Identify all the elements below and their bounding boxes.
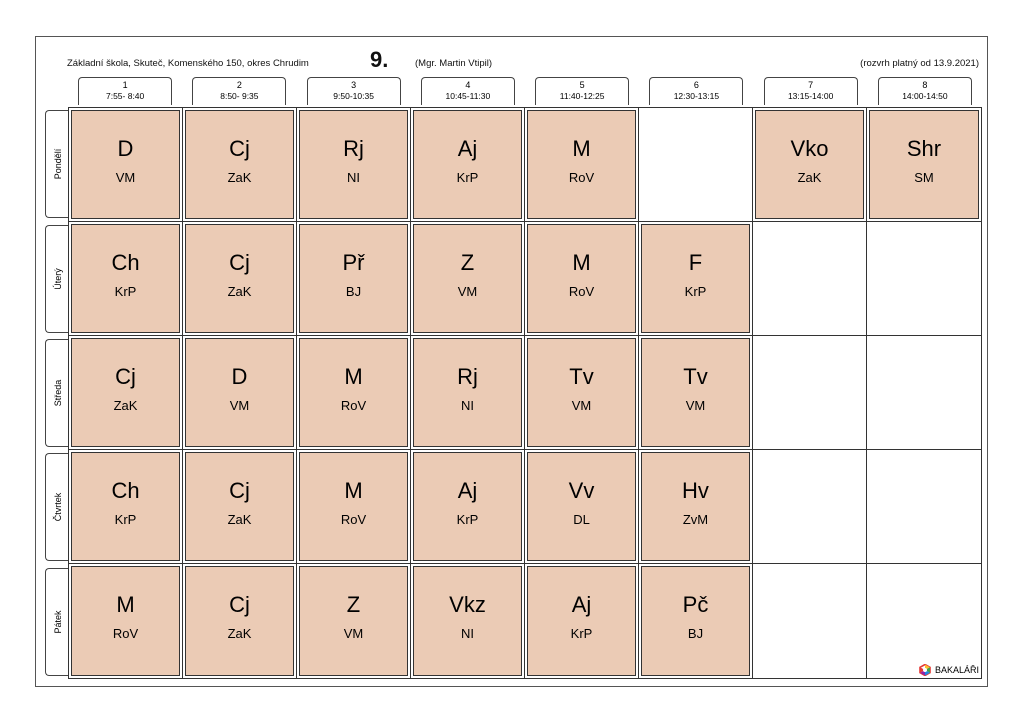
timetable-cell: [525, 450, 639, 564]
lesson-card[interactable]: [413, 566, 522, 676]
period-number: 5: [579, 80, 585, 90]
class-number: 9.: [370, 47, 389, 72]
lesson-subject: Rj: [457, 364, 478, 389]
lesson-card[interactable]: [71, 338, 180, 447]
period-number: 1: [122, 80, 128, 90]
lesson-subject: M: [572, 136, 591, 161]
lesson-teacher: RoV: [568, 284, 595, 299]
timetable-cell: [69, 222, 183, 336]
lesson-teacher: KrP: [684, 284, 707, 299]
period-header: [649, 77, 743, 105]
lesson-card[interactable]: [527, 338, 636, 447]
day-tab: [45, 453, 69, 561]
timetable-grid: [68, 107, 982, 679]
timetable-cell: [867, 336, 981, 450]
lesson-teacher: NI: [347, 170, 360, 185]
lesson-card[interactable]: [299, 110, 408, 219]
lesson-subject: Aj: [457, 478, 478, 503]
lesson-card[interactable]: [71, 224, 180, 333]
timetable-cell: [297, 108, 411, 222]
lesson-card[interactable]: [185, 452, 294, 561]
lesson-teacher: KrP: [570, 626, 593, 641]
lesson-subject: Z: [460, 250, 475, 275]
period-number: 6: [693, 80, 699, 90]
lesson-card[interactable]: [527, 566, 636, 676]
timetable-cell: [639, 222, 753, 336]
lesson-card[interactable]: [755, 110, 864, 219]
lesson-teacher: ZvM: [682, 512, 709, 527]
lesson-teacher: VM: [571, 398, 592, 413]
lesson-subject: D: [231, 364, 248, 389]
timetable-cell: [183, 222, 297, 336]
lesson-card[interactable]: [299, 452, 408, 561]
timetable-cell: [69, 564, 183, 678]
timetable-cell: [69, 336, 183, 450]
validity-note: (rozvrh platný od 13.9.2021): [860, 58, 979, 69]
lesson-subject: Pč: [682, 592, 709, 617]
lesson-subject: Vkz: [449, 592, 486, 617]
timetable-cell: [297, 450, 411, 564]
period-number: 2: [236, 80, 242, 90]
timetable-cell: [525, 336, 639, 450]
timetable-cell: [753, 336, 867, 450]
timetable-cell: [183, 564, 297, 678]
lesson-subject: Cj: [229, 478, 250, 503]
timetable-cell: [183, 450, 297, 564]
lesson-card[interactable]: [71, 452, 180, 561]
timetable-cell: [297, 336, 411, 450]
lesson-subject: D: [117, 136, 134, 161]
timetable-cell: [411, 450, 525, 564]
lesson-teacher: ZaK: [227, 512, 252, 527]
period-time: 13:15-14:00: [787, 91, 834, 101]
day-label: Úterý: [52, 267, 63, 290]
lesson-subject: Cj: [115, 364, 136, 389]
period-header: [192, 77, 286, 105]
timetable-cell: [69, 108, 183, 222]
bakalari-logo: [919, 664, 979, 676]
period-number: 4: [465, 80, 471, 90]
timetable-cell: [867, 564, 981, 678]
timetable-cell: [639, 450, 753, 564]
timetable-cell: [183, 108, 297, 222]
lesson-subject: M: [344, 478, 363, 503]
lesson-teacher: RoV: [340, 512, 367, 527]
period-header: [78, 77, 172, 105]
period-number: 8: [922, 80, 928, 90]
period-number: 3: [351, 80, 357, 90]
class-teacher: (Mgr. Martin Vtipil): [415, 58, 493, 69]
lesson-teacher: ZaK: [113, 398, 138, 413]
lesson-card[interactable]: [71, 566, 180, 676]
timetable-cell: [297, 564, 411, 678]
lesson-subject: Shr: [906, 136, 942, 161]
timetable-cell: [639, 336, 753, 450]
lesson-subject: M: [572, 250, 591, 275]
lesson-teacher: ZaK: [797, 170, 822, 185]
period-header: [307, 77, 401, 105]
lesson-teacher: KrP: [114, 284, 137, 299]
lesson-teacher: ZaK: [227, 170, 252, 185]
period-time: 7:55- 8:40: [105, 91, 145, 101]
timetable-cell: [867, 222, 981, 336]
lesson-card[interactable]: [185, 110, 294, 219]
lesson-teacher: SM: [914, 170, 934, 185]
timetable-cell: [183, 336, 297, 450]
period-time: 8:50- 9:35: [220, 91, 259, 101]
lesson-teacher: RoV: [340, 398, 367, 413]
timetable-cell: [753, 564, 867, 678]
timetable-cell: [639, 564, 753, 678]
timetable-cell: [525, 222, 639, 336]
lesson-card[interactable]: [641, 452, 750, 561]
lesson-card[interactable]: [71, 110, 180, 219]
lesson-subject: Aj: [457, 136, 478, 161]
lesson-teacher: KrP: [114, 512, 137, 527]
period-time: 11:40-12:25: [559, 91, 605, 101]
lesson-card[interactable]: [299, 566, 408, 676]
lesson-teacher: RoV: [568, 170, 595, 185]
period-time: 10:45-11:30: [445, 91, 491, 101]
lesson-teacher: VM: [343, 626, 364, 641]
timetable-cell: [411, 336, 525, 450]
lesson-subject: M: [344, 364, 363, 389]
period-number: 7: [808, 80, 814, 90]
lesson-card[interactable]: [641, 566, 750, 676]
timetable-cell: [69, 450, 183, 564]
period-header: [878, 77, 972, 105]
lesson-teacher: KrP: [456, 512, 479, 527]
period-time: 12:30-13:15: [673, 91, 720, 101]
lesson-subject: Aj: [571, 592, 592, 617]
lesson-subject: Př: [342, 250, 365, 275]
lesson-subject: F: [688, 250, 703, 275]
timetable-cell: [411, 222, 525, 336]
lesson-subject: Vko: [790, 136, 829, 161]
lesson-card[interactable]: [413, 110, 522, 219]
lesson-card[interactable]: [413, 338, 522, 447]
lesson-subject: Tv: [683, 364, 708, 389]
lesson-subject: Tv: [569, 364, 594, 389]
timetable-cell: [297, 222, 411, 336]
lesson-card[interactable]: [299, 224, 408, 333]
day-label: Pátek: [52, 610, 63, 634]
day-tab: [45, 339, 69, 447]
lesson-card[interactable]: [527, 224, 636, 333]
lesson-subject: Cj: [229, 592, 250, 617]
day-tab: [45, 568, 69, 676]
lesson-teacher: VM: [457, 284, 478, 299]
timetable-cell: [753, 108, 867, 222]
lesson-card[interactable]: [527, 110, 636, 219]
lesson-subject: Rj: [343, 136, 364, 161]
lesson-teacher: VM: [229, 398, 250, 413]
lesson-subject: Z: [346, 592, 361, 617]
timetable-cell: [411, 564, 525, 678]
timetable-cell: [753, 450, 867, 564]
lesson-teacher: VM: [685, 398, 706, 413]
timetable-cell: [753, 222, 867, 336]
lesson-subject: M: [116, 592, 135, 617]
period-header: [421, 77, 515, 105]
lesson-subject: Cj: [229, 136, 250, 161]
timetable-cell: [639, 108, 753, 222]
day-tab: [45, 110, 69, 218]
timetable-cell: [411, 108, 525, 222]
lesson-card[interactable]: [299, 338, 408, 447]
timetable-cell: [867, 108, 981, 222]
lesson-teacher: KrP: [456, 170, 479, 185]
lesson-card[interactable]: [185, 338, 294, 447]
period-header: [535, 77, 629, 105]
day-label: Pondělí: [52, 148, 63, 180]
lesson-subject: Ch: [111, 478, 140, 503]
period-header: [764, 77, 858, 105]
lesson-teacher: BJ: [345, 284, 362, 299]
lesson-card[interactable]: [641, 224, 750, 333]
lesson-teacher: DL: [573, 512, 590, 527]
timetable-cell: [525, 564, 639, 678]
lesson-card[interactable]: [641, 338, 750, 447]
lesson-card[interactable]: [185, 224, 294, 333]
lesson-teacher: NI: [461, 626, 474, 641]
lesson-teacher: BJ: [687, 626, 704, 641]
school-name: Základní škola, Skuteč, Komenského 150, okres Chrudim: [67, 58, 309, 69]
day-label: Středa: [52, 379, 63, 407]
period-time: 9:50-10:35: [333, 91, 374, 101]
timetable-frame: [35, 36, 988, 687]
timetable-cell: [525, 108, 639, 222]
period-time: 14:00-14:50: [902, 91, 948, 101]
lesson-card[interactable]: [869, 110, 979, 219]
lesson-subject: Cj: [229, 250, 250, 275]
lesson-teacher: ZaK: [227, 284, 252, 299]
lesson-card[interactable]: [185, 566, 294, 676]
lesson-subject: Vv: [568, 478, 595, 503]
lesson-teacher: NI: [461, 398, 474, 413]
lesson-teacher: RoV: [112, 626, 139, 641]
lesson-card[interactable]: [527, 452, 636, 561]
lesson-teacher: VM: [115, 170, 136, 185]
day-tab: [45, 225, 69, 333]
day-label: Čtvrtek: [52, 493, 63, 522]
lesson-subject: Ch: [111, 250, 140, 275]
lesson-card[interactable]: [413, 224, 522, 333]
timetable-cell: [867, 450, 981, 564]
logo-text: BAKALÁŘI: [934, 665, 979, 675]
bakalari-logo-icon: [919, 664, 931, 676]
lesson-card[interactable]: [413, 452, 522, 561]
lesson-teacher: ZaK: [227, 626, 252, 641]
lesson-subject: Hv: [682, 478, 709, 503]
